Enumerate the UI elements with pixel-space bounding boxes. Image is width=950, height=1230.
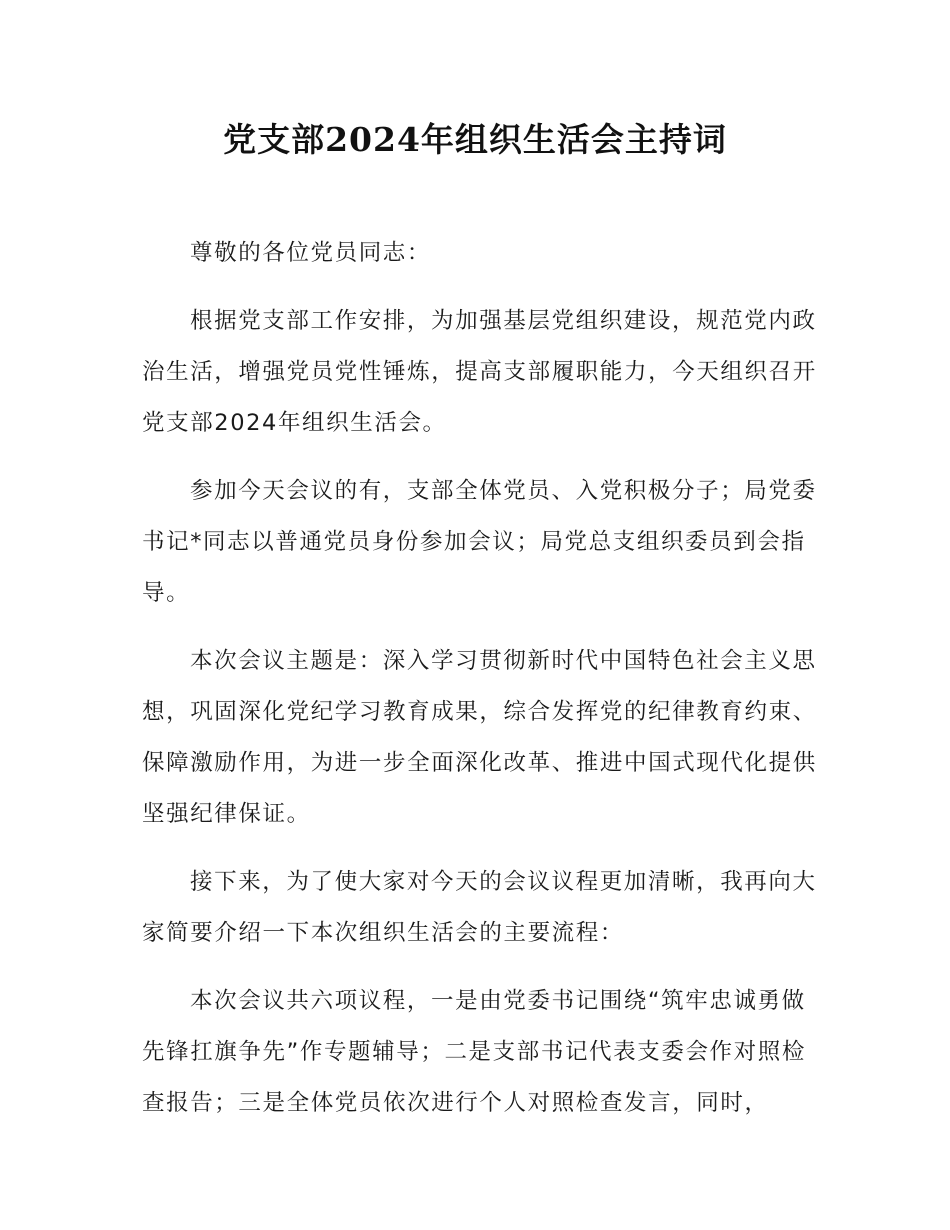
document-body (142, 228, 817, 1146)
paragraph-purpose: 根据党支部工作安排，为加强基层党组织建设，规范党内政治生活，增强党员党性锤炼，提高支部履职能力，今天组织召开党支部2024年组织生活会。 (142, 308, 817, 436)
paragraph-agenda: 本次会议共六项议程，一是由党委书记围绕“筑牢忠诚勇做先锋扛旗争先”作专题辅导；二是支部书记代表支委会作对照检查报告；三是全体党员依次进行个人对照检查发言，同时， (142, 988, 806, 1116)
paragraph-greeting: 尊敬的各位党员同志： (190, 240, 432, 266)
paragraph-theme: 本次会议主题是：深入学习贯彻新时代中国特色社会主义思想，巩固深化党纪学习教育成果，综合发挥党的纪律教育约束、保障激励作用，为进一步全面深化改革、推进中国式现代化提供坚强纪律保证。 (142, 648, 817, 827)
paragraph-transition: 接下来，为了使大家对今天的会议议程更加清晰，我再向大家简要介绍一下本次组织生活会的主要流程： (142, 869, 817, 946)
document-title: 党支部2024年组织生活会主持词 (223, 120, 727, 159)
paragraph-attendees: 参加今天会议的有，支部全体党员、入党积极分子；局党委书记*同志以普通党员身份参加会议；局党总支组织委员到会指导。 (142, 478, 817, 606)
